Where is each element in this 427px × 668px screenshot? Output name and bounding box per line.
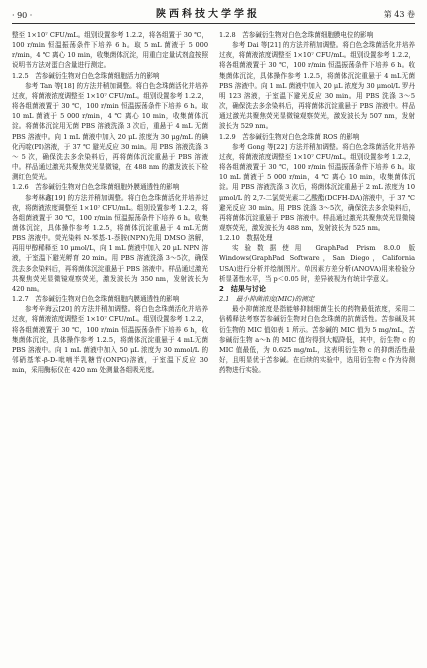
subsection-heading: 1.2.6 苦参碱衍生物对白色念珠菌细胞外膜通透性的影响 <box>12 183 180 192</box>
volume-label: 第 43 卷 <box>383 10 415 19</box>
journal-title: 陕西科技大学学报 <box>156 9 261 20</box>
subsection-heading: 1.2.5 苦参碱衍生物对白色念珠菌细胞活力的影响 <box>12 71 160 80</box>
body-paragraph: 参考 Gong 等[22] 方法并稍加调整。将白色念珠菌活化并培养过夜，将菌液浓度调整至 1×10⁷ CFU/mL。组别设置参考 1.2.2，将各组菌液置于 30 ℃，100 r/min 恒温振荡条件下培养 6 h。取 10 mL 菌液于 5 000 r/min，4 ℃ 离心 10 min，收集菌体沉淀。用 PBS 溶液洗涤 3 次后，将菌体沉淀重悬于 2 mL 浓度为 10 μmol/L 的 2,7-二氯荧光素二乙酸酯(DCFH-DA)溶液中，于 37 ℃ 避光反应 30 min。用 PBS 洗涤 3～5次，确保洗去多余染料后，再将菌体沉淀重悬于 PBS 溶液中。样品通过激光共聚焦荧光显微镜观察荧光，激发波长为 488 nm，发射波长为 525 nm。 <box>219 142 415 232</box>
left-column <box>12 30 208 375</box>
body-paragraph: 整至 1×10⁷ CFU/mL。组别设置参考 1.2.2，将各组置于 30 ℃，100 r/min 恒温振荡条件下培养 6 h。取 5 mL 菌液于 5 000 r/min，4 ℃ 离心 10 min，收集菌体沉淀，用重白定量试剂盒按照说明书方法对蛋白含量进行测定。 <box>12 31 209 70</box>
body-paragraph: 实验数据使用 GraphPad Prism 8.0.0 版 Windows(GraphPad Software，San Diego，California USA)进行分析并绘制图片。单因素方差分析(ANOVA)用来检验分析显著性水平，当 p＜0.05 时，差异被视为有统计学意义。 <box>219 244 415 283</box>
subsection-heading: 1.2.10 数据处理 <box>219 234 273 243</box>
subsection-heading: 1.2.9 苦参碱衍生物对白色念珠菌 ROS 的影响 <box>219 132 360 141</box>
page-number: · 90 · <box>12 11 33 20</box>
body-paragraph: 参考林鑫[19] 的方法并稍加调整。将白色念珠菌活化并培养过夜，将菌液浓度调整至 1×10⁷ CFU/mL。组别设置参考 1.2.2，将各组菌液置于 30 ℃，100 r/min 恒温振荡条件下培养 6 h。收集菌体沉淀，具体操作参考 1.2.5，将菌体沉淀重悬于 4 mL无菌 PBS 溶液中。荧光染料 N-苯基-1-萘胺(NPN)先用 DMSO 溶解，再用甲醇稀释至 10 μmol/L，向 1 mL 菌液中加入 20 μL NPN 溶液，于室温下避光孵育 20 min。用 PBS 溶液洗涤 3～5次，确保洗去多余染料后，再将菌体沉淀重悬于 PBS 溶液中。样品通过激光共聚焦荧光显微镜观察荧光，激发波长为 350 nm，发射波长为 420 nm。 <box>12 193 208 293</box>
body-columns <box>12 30 415 375</box>
body-paragraph: 参考辛海云[20] 的方法并稍加调整。将白色念珠菌活化并培养过夜，将菌液浓度调整至 1×10⁷ CFU/mL。组别设置参考 1.2.2，将各组菌液置于 30 ℃，100 r/min 恒温振荡条件下培养 6 h，收集菌体沉淀，具体操作参考 1.2.5，将菌体沉淀重悬于 4 mL无菌 PBS 溶液中。向 1 mL 菌液中加入 50 μL 浓度为 30 mmol/L 的邻硝基苯-β-D-吡喃半乳糖苷(ONPG)溶液，于室温下反应 30 min，采用酶标仪在 420 nm 处测量各组吸光度。 <box>12 305 208 375</box>
subsection-heading: 1.2.7 苦参碱衍生物对白色念珠菌细胞内膜通透性的影响 <box>12 295 180 304</box>
body-paragraph: 最小抑菌浓度是指能够抑制细菌生长的药物最低浓度，采用二倍稀释法考察苦参碱衍生物对白色念珠菌的抗菌活性。苦参碱及其衍生物的 MIC 值如表 1 所示。苦参碱的 MIC 值为 5 mg/mL，苦参碱衍生物 a～h 的 MIC 值均得到大幅降低，其中，衍生物 c 的 MIC 值最低，为 0.625 mg/mL，这表明衍生物 c 的抑菌活性最好，且明显优于苦参碱。在后续的实验中，选用衍生物 c 作为待测药物进行实验。 <box>219 305 415 375</box>
body-paragraph: 参考 Dai 等[21] 的方法并稍加调整。将白色念珠菌活化并培养过夜，将菌液浓度调整至 1×10⁷ CFU/mL。组别设置参考 1.2.2，将各组菌液置于 30 ℃，100 r/min 恒温振荡条件下培养 6 h。收集菌体沉淀，具体操作参考 1.2.5，将菌体沉淀重悬于 4 mL无菌 PBS 溶液中。向 1 mL 菌液中加入 20 μL 浓度为 30 μmol/L 罗丹明 123 溶液，于室温下避光反应 30 min。用 PBS 洗涤 3～5 次，确保洗去多余染料后，再将菌体沉淀重悬于 PBS 溶液中。样品通过激光共聚焦荧光显微镜观察荧光，激发波长为 507 nm，发射波长为 529 nm。 <box>219 41 415 131</box>
right-column <box>219 30 415 375</box>
section-heading: 2 结果与讨论 <box>219 284 266 293</box>
page-header <box>12 6 415 24</box>
body-paragraph: 参考 Tan 等[18] 的方法并稍加调整。将白色念珠菌活化并培养过夜，将菌液浓度调整至 1×10⁷ CFU/mL。组别设置参考 1.2.2，将各组菌液置于 30 ℃，100 r/min 恒温振荡条件下培养 6 h。取 10 mL 菌液于 5 000 r/min，4 ℃ 离心 10 min，收集菌体沉淀。将菌体沉淀用无菌 PBS 溶液洗涤 3 次后，重悬于 4 mL 无菌 PBS 溶液中。向 1 mL 菌液中加入 20 μL 浓度为 30 μg/mL 的碘化丙啶(PI)溶液，于 37 ℃ 避光反应 30 min。用 PBS 溶液洗涤 3 ～ 5 次，确保洗去多余染料后，再将菌体沉淀重悬于 PBS 溶液中。样品通过激光共聚焦荧光显微镜，在 488 nm 的激发波长下检测红色荧光。 <box>12 81 208 182</box>
subsection-heading: 2.1 最小抑菌浓度(MIC)的测定 <box>219 295 315 304</box>
subsection-heading: 1.2.8 苦参碱衍生物对白色念珠菌细胞膜电位的影响 <box>219 31 374 39</box>
